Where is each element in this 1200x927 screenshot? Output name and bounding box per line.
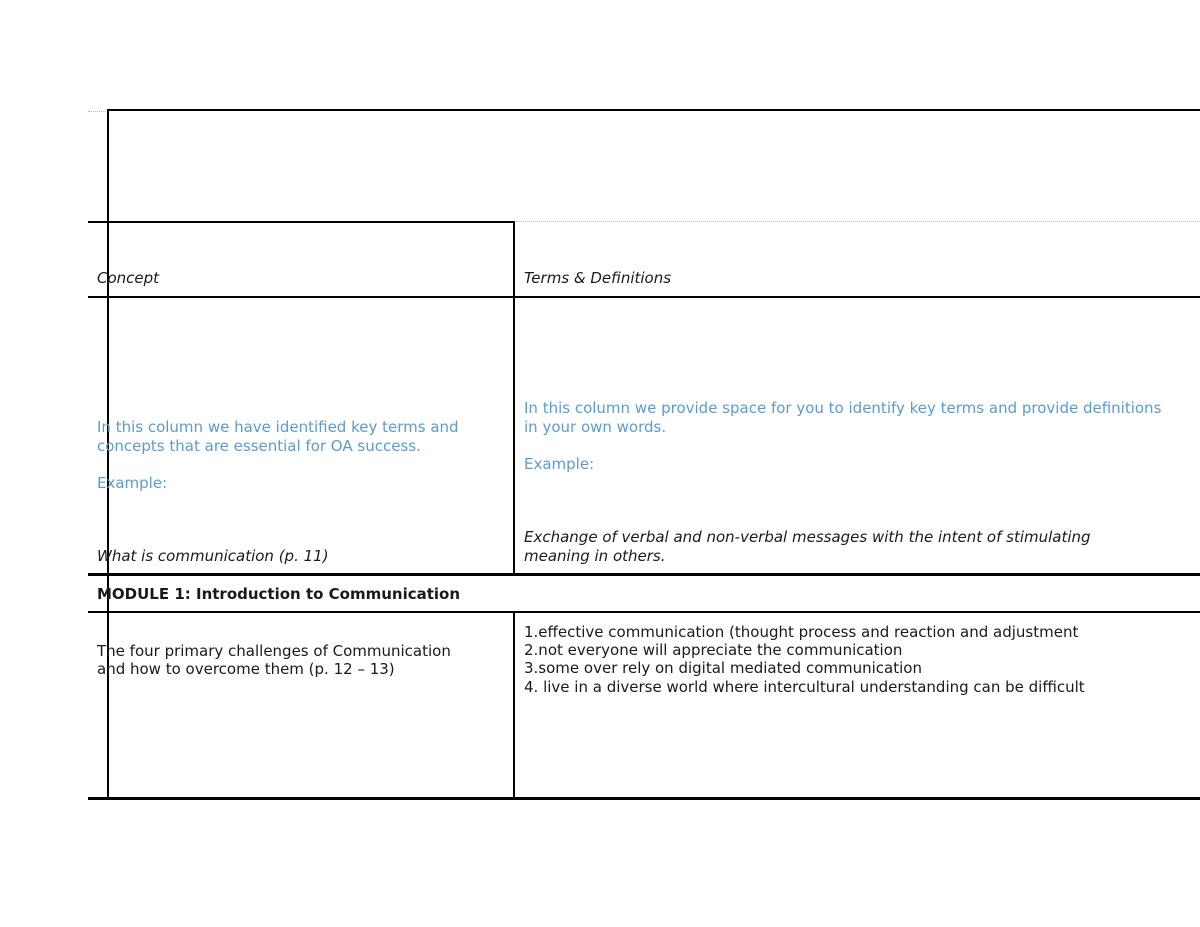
top-dotted-rule <box>88 111 108 112</box>
concept-example-label: Example: <box>97 474 168 492</box>
header-top-dotted <box>516 221 1200 222</box>
row-definition-line-1: 1.effective communication (thought process and reaction and adjustment <box>524 623 1079 641</box>
example-concept: What is communication (p. 11) <box>97 547 329 565</box>
column-divider-lower <box>513 611 515 800</box>
terms-instruction-line-2: in your own words. <box>524 418 667 436</box>
row-definition-line-4: 4. live in a diverse world where intercultural understanding can be difficult <box>524 678 1085 696</box>
header-top-border <box>88 221 515 223</box>
table-top-border <box>108 109 1200 111</box>
row-concept-line-2: and how to overcome them (p. 12 – 13) <box>97 660 395 678</box>
module-bottom-border <box>88 611 1200 613</box>
terms-example-label: Example: <box>524 455 595 473</box>
module-title: MODULE 1: Introduction to Communication <box>97 585 461 603</box>
row-definition-line-2: 2.not everyone will appreciate the communication <box>524 641 903 659</box>
concept-instruction-line-1: In this column we have identified key terms and <box>97 418 459 436</box>
example-definition-line-1: Exchange of verbal and non-verbal messages with the intent of stimulating <box>524 528 1091 546</box>
row-concept-line-1: The four primary challenges of Communication <box>97 642 451 660</box>
column-divider-upper <box>513 221 515 575</box>
terms-column-header: Terms & Definitions <box>524 269 672 287</box>
module-top-border <box>88 573 1200 576</box>
example-definition-line-2: meaning in others. <box>524 547 666 565</box>
concept-column-header: Concept <box>97 269 160 287</box>
row-definition-line-3: 3.some over rely on digital mediated communication <box>524 659 922 677</box>
table-bottom-border <box>88 797 1200 800</box>
terms-instruction-line-1: In this column we provide space for you to identify key terms and provide definitions <box>524 399 1162 417</box>
header-bottom-border <box>88 296 1200 298</box>
concept-instruction-line-2: concepts that are essential for OA success. <box>97 437 421 455</box>
